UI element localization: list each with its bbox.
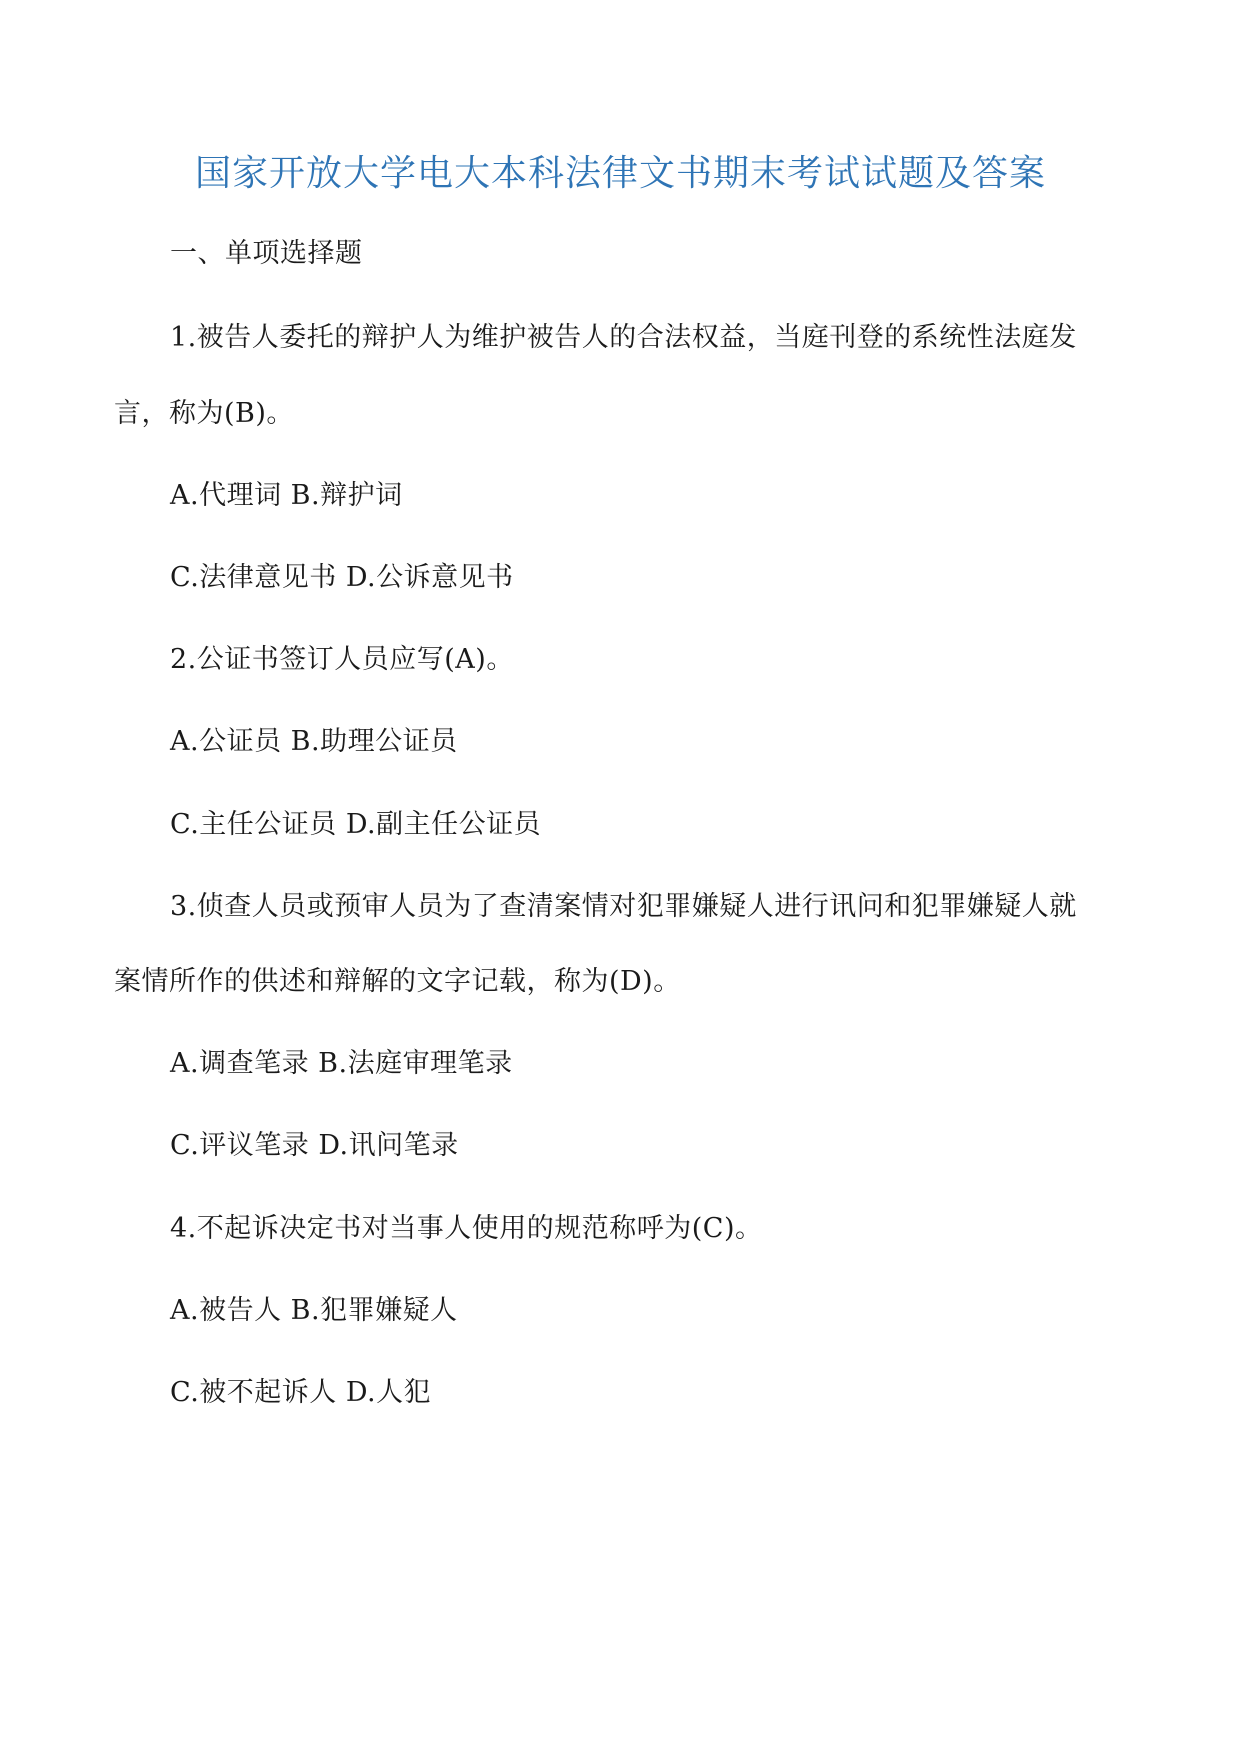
- question-3-options-line1: A.调查笔录 B.法庭审理笔录: [170, 1048, 513, 1079]
- question-4-options-line2: C.被不起诉人 D.人犯: [170, 1377, 432, 1408]
- question-1-options-line1: A.代理词 B.辩护词: [170, 480, 403, 511]
- question-1-stem-line1: 1.被告人委托的辩护人为维护被告人的合法权益，当庭刊登的系统性法庭发: [170, 322, 1077, 353]
- question-1-stem-line2: 言，称为(B)。: [114, 398, 294, 429]
- question-4-options-line1: A.被告人 B.犯罪嫌疑人: [170, 1295, 458, 1326]
- question-3-options-line2: C.评议笔录 D.讯问笔录: [170, 1130, 459, 1161]
- question-1-options-line2: C.法律意见书 D.公诉意见书: [170, 562, 514, 593]
- question-2-stem-line1: 2.公证书签订人员应写(A)。: [170, 644, 514, 675]
- question-2-options-line1: A.公证员 B.助理公证员: [170, 726, 458, 757]
- question-3-stem-line2: 案情所作的供述和辩解的文字记载，称为(D)。: [114, 966, 681, 997]
- question-3-stem-line1: 3.侦查人员或预审人员为了查清案情对犯罪嫌疑人进行讯问和犯罪嫌疑人就: [170, 891, 1077, 922]
- document-title: 国家开放大学电大本科法律文书期末考试试题及答案: [194, 153, 1046, 194]
- question-4-stem-line1: 4.不起诉决定书对当事人使用的规范称呼为(C)。: [170, 1213, 763, 1244]
- question-2-options-line2: C.主任公证员 D.副主任公证员: [170, 809, 542, 840]
- section-heading: 一、单项选择题: [170, 238, 363, 269]
